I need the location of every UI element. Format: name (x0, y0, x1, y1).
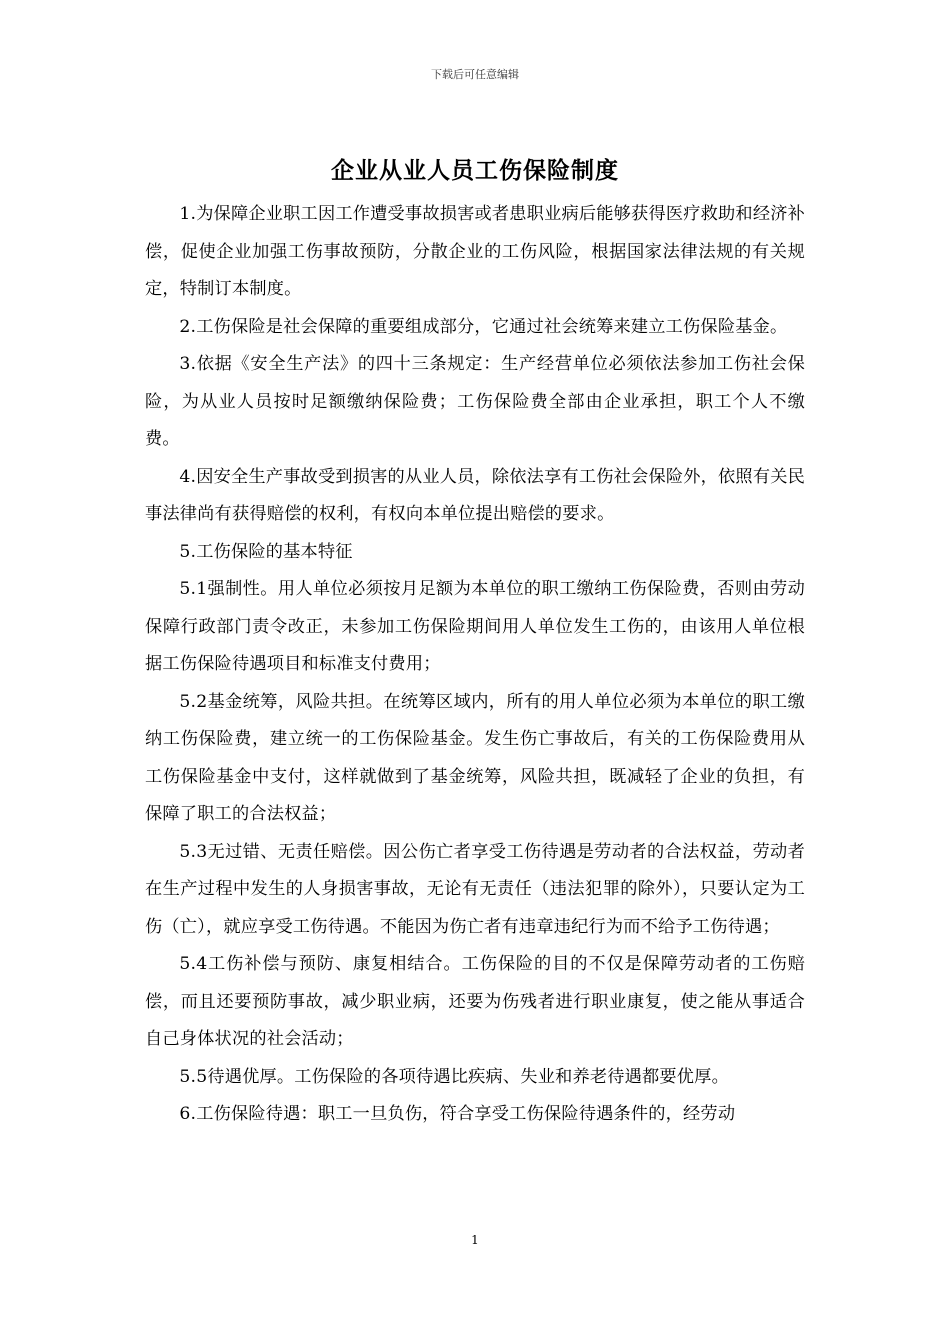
paragraph-5-1: 5.1强制性。用人单位必须按月足额为本单位的职工缴纳工伤保险费，否则由劳动保障行政部门责令改正，未参加工伤保险期间用人单位发生工伤的，由该用人单位根据工伤保险待遇项目和标准支付费用； (145, 579, 805, 674)
paragraph-5-4: 5.4工伤补偿与预防、康复相结合。工伤保险的目的不仅是保障劳动者的工伤赔偿，而且还要预防事故，减少职业病，还要为伤残者进行职业康复，使之能从事适合自己身体状况的社会活动； (145, 954, 805, 1049)
paragraph-1: 1.为保障企业职工因工作遭受事故损害或者患职业病后能够获得医疗救助和经济补偿，促使企业加强工伤事故预防，分散企业的工伤风险，根据国家法律法规的有关规定，特制订本制度。 (145, 204, 805, 299)
paragraph-4: 4.因安全生产事故受到损害的从业人员，除依法享有工伤社会保险外，依照有关民事法律尚有获得赔偿的权利，有权向本单位提出赔偿的要求。 (145, 466, 805, 524)
document-title: 企业从业人员工伤保险制度 (331, 158, 619, 184)
document-body (145, 196, 805, 1134)
paragraph-6: 6.工伤保险待遇：职工一旦负伤，符合享受工伤保险待遇条件的，经劳动 (179, 1104, 736, 1124)
paragraph-5-5: 5.5待遇优厚。工伤保险的各项待遇比疾病、失业和养老待遇都要优厚。 (179, 1066, 729, 1087)
paragraph-5-2: 5.2基金统筹，风险共担。在统筹区域内，所有的用人单位必须为本单位的职工缴纳工伤保险费，建立统一的工伤保险基金。发生伤亡事故后，有关的工伤保险费用从工伤保险基金中支付，这样就做到了基金统筹，风险共担，既减轻了企业的负担，有保障了职工的合法权益； (145, 691, 805, 824)
paragraph-2: 2.工伤保险是社会保障的重要组成部分，它通过社会统筹来建立工伤保险基金。 (179, 316, 788, 337)
paragraph-5-3: 5.3无过错、无责任赔偿。因公伤亡者享受工伤待遇是劳动者的合法权益，劳动者在生产过程中发生的人身损害事故，无论有无责任（违法犯罪的除外），只要认定为工伤（亡），就应享受工伤待遇。不能因为伤亡者有违章违纪行为而不给予工伤待遇； (145, 841, 805, 937)
header-note: 下载后可任意编辑 (431, 68, 519, 81)
paragraph-3: 3.依据《安全生产法》的四十三条规定：生产经营单位必须依法参加工伤社会保险，为从业人员按时足额缴纳保险费；工伤保险费全部由企业承担，职工个人不缴费。 (145, 354, 805, 449)
paragraph-5: 5.工伤保险的基本特征 (179, 541, 353, 562)
page-number: 1 (471, 1233, 479, 1247)
